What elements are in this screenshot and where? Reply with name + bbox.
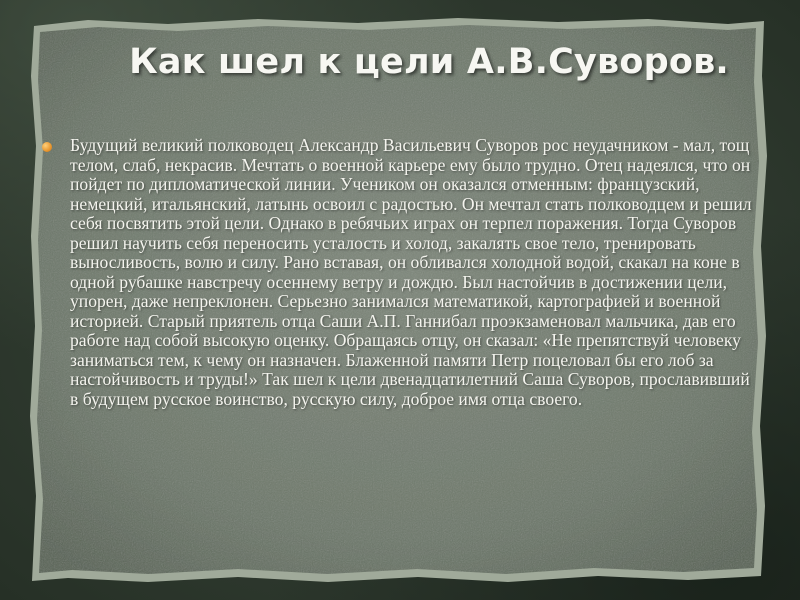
slide-title: Как шел к цели А.В.Суворов. <box>129 42 729 82</box>
slide <box>28 16 770 584</box>
bullet-icon <box>42 142 52 152</box>
paragraph-text: Будущий великий полководец Александр Васильевич Суворов рос неудачником - мал, тощ телом, слаб, некрасив. Мечтать о военной карьере ему было трудно. Отец надеялся, что он пойдет по дипломатической линии. Учеником он оказался отменным: французский, немецкий, итальянский, латынь освоил с радостью. Он мечтал стать полководцем и решил себя посвятить этой цели. Однако в ребячьих играх он терпел поражения. Тогда Суворов решил научить себя переносить усталость и холод, закалять свое тело, тренировать выносливость, волю и силу. Рано вставая, он обливался холодной водой, скакал на коне в одной рубашке навстречу осеннему ветру и дождю. Был настойчив в достижении цели, упорен, даже непреклонен. Серьезно занимался математикой, картографией и военной историей. Старый приятель отца Саши А.П. Ганнибал проэкзаменовал мальчика, дав его работе над собой высокую оценку. Обращаясь отцу, он сказал: «Не препятствуй человеку заниматься тем, к чему он назначен. Блаженной памяти Петр поцеловал бы его лоб за настойчивость и труды!» Так шел к цели двенадцатилетний Саша Суворов, прославивший в будущем русское воинство, русскую силу, доброе имя отца своего. <box>70 135 752 409</box>
bullet-item <box>42 136 756 409</box>
slide-content <box>42 136 756 409</box>
